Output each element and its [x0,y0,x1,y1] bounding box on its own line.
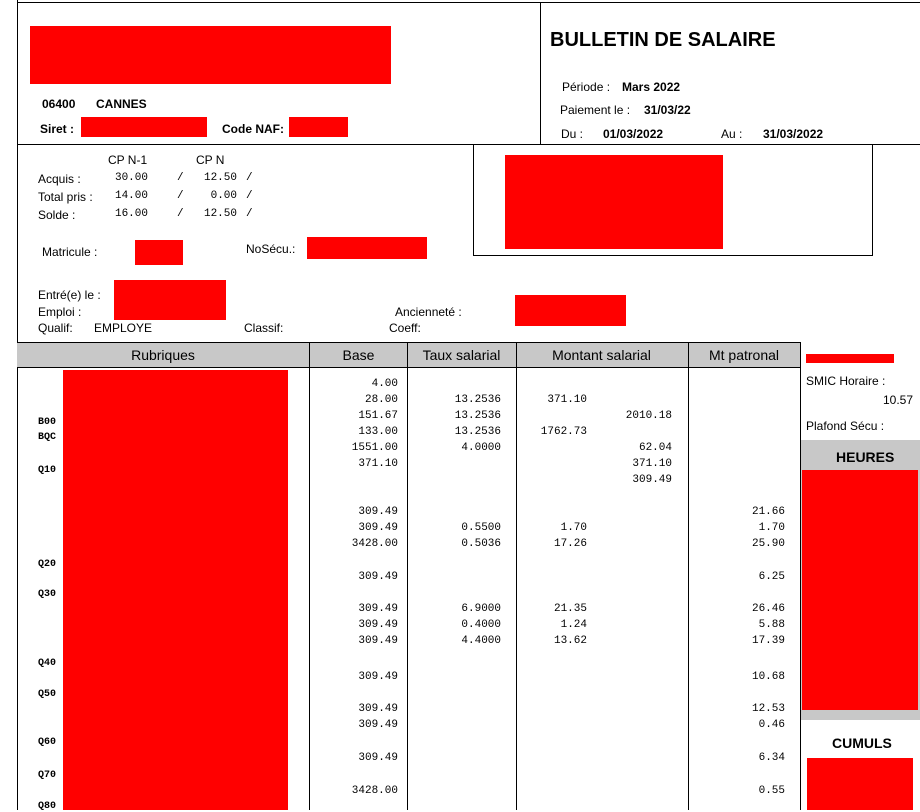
au-value: 31/03/2022 [763,127,824,141]
cell-montant: 21.35 [553,603,587,615]
periode-label: Période : [562,80,611,94]
cp-row-n1: 14.00 [114,190,148,202]
cell-patronal: 12.53 [751,703,785,715]
rubrique-code: Q50 [38,689,57,700]
cumuls-title: CUMULS [832,735,892,751]
smic-label: SMIC Horaire : [806,374,886,388]
cp-row-n: 0.00 [210,190,237,202]
au-label: Au : [721,127,743,141]
anciennete-label: Ancienneté : [395,305,462,319]
postcode: 06400 [42,97,76,111]
rubrique-code: Q60 [38,737,57,748]
cell-base: 309.49 [358,603,398,615]
cell-base: 309.49 [358,752,398,764]
cell-montant: 1762.73 [540,426,587,438]
smic-value: 10.57 [882,393,913,407]
cell-base: 309.49 [358,506,398,518]
cell-patronal: 6.25 [758,571,785,583]
cp-sep: / [177,190,184,202]
col-line [407,342,408,810]
cp-row-label: Solde : [38,208,76,222]
anciennete-redaction [515,295,626,326]
cell-base: 309.49 [358,619,398,631]
cell-montant-2: 371.10 [632,458,672,470]
siret-label: Siret : [40,122,75,136]
classif-label: Classif: [244,321,284,335]
du-label: Du : [561,127,584,141]
document-title: BULLETIN DE SALAIRE [550,29,776,51]
cell-montant: 1.24 [560,619,587,631]
cell-patronal: 21.66 [751,506,785,518]
cell-base: 133.00 [358,426,398,438]
employee-address-redaction [505,155,723,249]
cell-base: 309.49 [358,703,398,715]
rubriques-redaction [63,370,288,810]
cell-base: 3428.00 [351,785,398,797]
emploi-label: Emploi : [38,305,82,319]
cell-montant: 13.62 [553,635,587,647]
cell-patronal: 1.70 [758,522,785,534]
entree-label: Entré(e) le : [38,288,101,302]
cell-base: 309.49 [358,719,398,731]
rubrique-code: Q10 [38,465,57,476]
cp-row-label: Total pris : [38,190,93,204]
cell-patronal: 5.88 [758,619,785,631]
cp-sep: / [177,172,184,184]
cp-n1-header: CP N-1 [108,153,148,167]
cell-base: 151.67 [358,410,398,422]
cp-sep: / [177,208,184,220]
cell-patronal: 25.90 [751,538,785,550]
cp-sep: / [246,208,253,220]
cell-taux: 0.4000 [461,619,501,631]
cell-taux: 0.5500 [461,522,501,534]
cp-row-label: Acquis : [38,172,81,186]
cp-row-n1: 16.00 [114,208,148,220]
cp-n-header: CP N [196,153,225,167]
cell-base: 4.00 [371,378,398,390]
city: CANNES [96,97,147,111]
cell-montant: 1.70 [560,522,587,534]
cell-patronal: 6.34 [758,752,785,764]
cell-base: 3428.00 [351,538,398,550]
cp-row-n: 12.50 [203,208,237,220]
nosecu-redaction [307,237,427,259]
col-header-patronal: Mt patronal [708,347,780,363]
table-header-bottom [17,367,800,368]
cell-taux: 13.2536 [454,426,501,438]
col-header-rubriques: Rubriques [131,347,195,363]
heures-redaction [802,470,918,710]
cp-row-n: 12.50 [203,172,237,184]
col-header-taux: Taux salarial [422,347,501,363]
cp-sep: / [246,172,253,184]
heures-title: HEURES [836,449,895,465]
plafond-label: Plafond Sécu : [806,419,885,433]
cp-row-n1: 30.00 [114,172,148,184]
siret-redaction [81,117,207,137]
cell-montant: 371.10 [547,394,587,406]
nosecu-label: NoSécu.: [246,242,296,256]
periode-value: Mars 2022 [622,80,681,94]
cell-patronal: 17.39 [751,635,785,647]
cell-patronal: 10.68 [751,671,785,683]
cell-patronal: 0.46 [758,719,785,731]
matricule-label: Matricule : [42,245,98,259]
qualif-value: EMPLOYE [94,321,153,335]
rubrique-code: BQC [38,432,57,443]
matricule-redaction [135,240,183,265]
header-divider [540,2,541,144]
cell-patronal: 26.46 [751,603,785,615]
cell-base: 309.49 [358,522,398,534]
side-redaction-top [806,354,894,363]
cell-montant-2: 62.04 [638,442,672,454]
cell-base: 309.49 [358,571,398,583]
entree-redaction [114,280,226,320]
cell-taux: 13.2536 [454,394,501,406]
cell-base: 371.10 [358,458,398,470]
cell-base: 309.49 [358,671,398,683]
cell-patronal: 0.55 [758,785,785,797]
cell-taux: 6.9000 [461,603,501,615]
qualif-label: Qualif: [38,321,73,335]
paiement-value: 31/03/22 [644,103,691,117]
naf-label: Code NAF: [222,122,284,136]
rubrique-code: Q30 [38,589,57,600]
paiement-label: Paiement le : [560,103,631,117]
cell-taux: 0.5036 [461,538,501,550]
cell-base: 309.49 [358,635,398,647]
rubrique-code: Q20 [38,559,57,570]
cell-base: 28.00 [364,394,398,406]
cell-montant-2: 309.49 [632,474,672,486]
employer-name-redaction [30,26,391,84]
rubrique-code: Q40 [38,658,57,669]
frame-top [17,2,920,3]
col-line [688,342,689,810]
coeff-label: Coeff: [389,321,421,335]
col-line [516,342,517,810]
cell-base: 1551.00 [351,442,398,454]
frame-left [17,0,18,810]
cumuls-redaction [807,758,913,810]
cp-sep: / [246,190,253,202]
cell-montant-2: 2010.18 [625,410,672,422]
du-value: 01/03/2022 [603,127,664,141]
rubrique-code: Q80 [38,801,57,812]
col-header-base: Base [342,347,375,363]
cell-taux: 4.4000 [461,635,501,647]
cell-taux: 13.2536 [454,410,501,422]
cell-montant: 17.26 [553,538,587,550]
naf-redaction [289,117,348,137]
rubrique-code: B00 [38,417,57,428]
col-header-montant: Montant salarial [552,347,651,363]
cell-taux: 4.0000 [461,442,501,454]
rubrique-code: Q70 [38,770,57,781]
